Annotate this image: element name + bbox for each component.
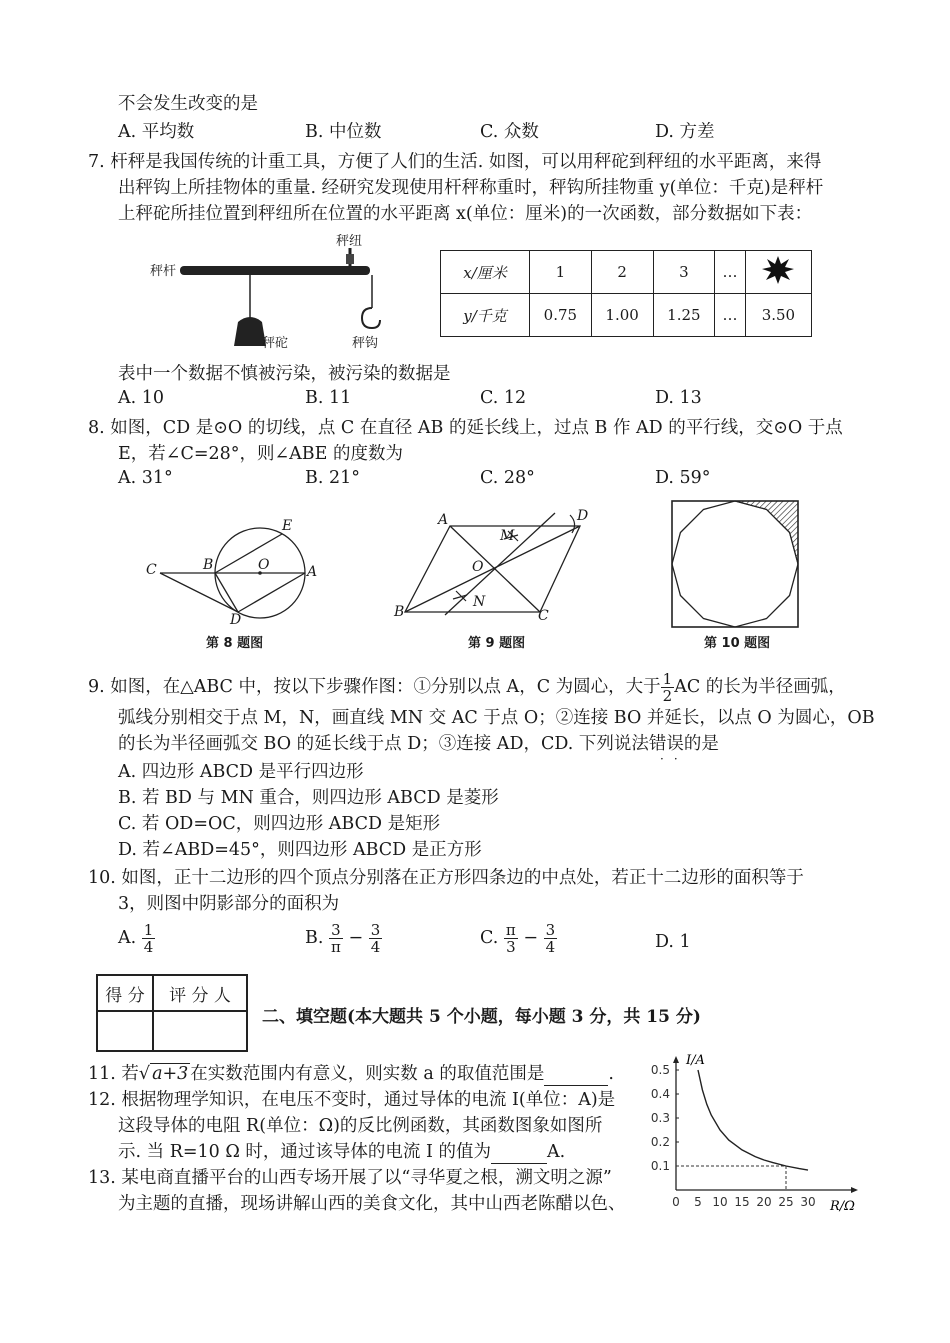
emphasis-dots: ·· <box>660 752 688 766</box>
q11-answer-blank[interactable] <box>544 1067 608 1086</box>
q11-radicand: a+3 <box>152 1064 189 1084</box>
label-weight: 秤砣 <box>262 336 289 351</box>
table-row <box>441 251 812 294</box>
diagonal-bd <box>405 526 580 612</box>
q10-stem-line2: 3，则图中阴影部分的面积为 <box>118 894 340 914</box>
fraction-den: 4 <box>370 938 381 956</box>
grader-cell[interactable] <box>153 1011 247 1051</box>
option-label: C. <box>480 928 499 948</box>
q8-stem-line2: E，若∠C=28°，则∠ABE 的度数为 <box>118 444 404 464</box>
x-tick-label: 25 <box>778 1195 794 1209</box>
table-cell: x/厘米 <box>441 251 530 294</box>
q6-stem-tail: 不会发生改变的是 <box>118 94 258 114</box>
smudge-icon <box>760 255 796 285</box>
q9-stem-line3: 的长为半径画弧交 BO 的延长线于点 D；③连接 AD，CD. 下列说法错误的是 <box>118 734 719 754</box>
q6-option-c[interactable]: C. 众数 <box>480 122 539 142</box>
q12-answer-blank[interactable] <box>491 1145 547 1164</box>
hook-icon <box>362 308 380 328</box>
fraction-den: 2 <box>662 687 673 705</box>
minus-sign: − <box>523 928 539 948</box>
q7-stem-line1: 7. 杆秤是我国传统的计重工具，方便了人们的生活. 如图，可以用秤砣到秤纽的水平距离，来得 <box>88 152 822 172</box>
fraction-num: 3 <box>370 921 381 939</box>
x-axis-arrow <box>851 1187 858 1193</box>
q11-stem: 11. 若√ a+3 在实数范围内有意义，则实数 a 的取值范围是 . <box>88 1064 614 1084</box>
score-header: 得 分 <box>97 975 153 1011</box>
chart-series-line <box>698 1070 808 1170</box>
shaded-region <box>735 501 798 564</box>
fig9-label-o: O <box>472 559 484 575</box>
y-tick-label: 0.5 <box>650 1063 670 1077</box>
q9-option-b[interactable]: B. 若 BD 与 MN 重合，则四边形 ABCD 是菱形 <box>118 788 499 808</box>
y-tick-label: 0.3 <box>650 1111 670 1125</box>
y-tick-label: 0.4 <box>650 1087 670 1101</box>
q7-stem-line2: 出秤钩上所挂物体的重量. 经研究发现使用杆秤称重时，秤钩所挂物重 y(单位：千克)是秤杆 <box>118 178 824 198</box>
q9-stem-line2: 弧线分别相交于点 M，N，画直线 MN 交 AC 于点 O；②连接 BO 并延长，以点 O 为圆心，OB <box>118 708 875 728</box>
table-cell: … <box>715 294 746 337</box>
segment-da <box>238 573 305 612</box>
table-cell: 0.75 <box>530 294 592 337</box>
x-tick-label: 10 <box>712 1195 728 1209</box>
fraction-num: 3 <box>329 922 343 939</box>
fraction-den: π <box>331 938 341 956</box>
q13-stem-line2: 为主题的直播，现场讲解山西的美食文化，其中山西老陈醋以色、 <box>118 1194 626 1214</box>
x-tick-label: 15 <box>734 1195 750 1209</box>
x-tick-label: 20 <box>756 1195 772 1209</box>
fig8-label-a: A <box>307 564 318 580</box>
fig8-label-d: D <box>230 612 242 628</box>
q9-option-d[interactable]: D. 若∠ABD=45°，则四边形 ABCD 是正方形 <box>118 840 482 860</box>
fig9-label-n: N <box>473 594 486 610</box>
table-cell: 1 <box>530 251 592 294</box>
fig9-label-d: D <box>577 508 589 524</box>
q10-stem-line1: 10. 如图，正十二边形的四个顶点分别落在正方形四条边的中点处，若正十二边形的面积等于 <box>88 868 804 888</box>
fig8-label-o: O <box>258 557 270 573</box>
q7-option-c[interactable]: C. 12 <box>480 388 527 408</box>
q6-option-b[interactable]: B. 中位数 <box>305 122 382 142</box>
fraction-half <box>661 671 675 704</box>
q8-option-c[interactable]: C. 28° <box>480 468 535 488</box>
score-cell[interactable] <box>97 1011 153 1051</box>
fraction-num: π <box>505 921 516 939</box>
fig8-label-c: C <box>146 562 157 578</box>
grader-header: 评 分 人 <box>153 975 247 1011</box>
arc-mark-n <box>453 591 467 601</box>
option-label: A. <box>118 928 137 948</box>
q12-stem-line3 <box>118 1140 565 1164</box>
q12-chart <box>648 1050 870 1220</box>
label-beam: 秤杆 <box>150 264 177 279</box>
q9-stem-line1 <box>88 670 846 704</box>
table-cell: y/千克 <box>441 294 530 337</box>
q8-option-d[interactable]: D. 59° <box>655 468 711 488</box>
score-box <box>96 974 248 1052</box>
fig8-label-b: B <box>203 557 214 573</box>
table-cell: 3 <box>653 251 715 294</box>
q8-option-b[interactable]: B. 21° <box>305 468 361 488</box>
q10-option-b[interactable] <box>305 922 382 955</box>
section2-title: 二、填空题(本大题共 5 个小题，每小题 3 分，共 15 分) <box>262 1007 701 1027</box>
q6-option-a[interactable]: A. 平均数 <box>118 122 195 142</box>
q9-option-a[interactable]: A. 四边形 ABCD 是平行四边形 <box>118 762 364 782</box>
q11-end: . <box>608 1064 614 1084</box>
table-cell: 1.25 <box>653 294 715 337</box>
q9-option-c[interactable]: C. 若 OD=OC，则四边形 ABCD 是矩形 <box>118 814 441 834</box>
q7-option-a[interactable]: A. 10 <box>118 388 165 408</box>
q9-stem-line1b: AC 的长为半径画弧， <box>674 677 846 697</box>
x-tick-label: 5 <box>694 1195 702 1209</box>
steelyard-beam <box>180 266 370 275</box>
steelyard-knob <box>346 254 354 264</box>
y-axis-arrow <box>673 1056 679 1063</box>
x-tick-label: 0 <box>672 1195 680 1209</box>
q10-option-d[interactable]: D. 1 <box>655 932 691 952</box>
y-tick-label: 0.2 <box>650 1135 670 1149</box>
q6-option-d[interactable]: D. 方差 <box>655 122 715 142</box>
label-knob: 秤纽 <box>336 234 363 249</box>
q9-stem-line1a: 9. 如图，在△ABC 中，按以下步骤作图：①分别以点 A，C 为圆心，大于 <box>88 677 661 697</box>
q12-stem-line1: 12. 根据物理学知识，在电压不变时，通过导体的电流 I(单位：A)是 <box>88 1090 616 1110</box>
fig9-label-b: B <box>394 604 405 620</box>
label-hook: 秤钩 <box>352 336 379 351</box>
q12-stem-line2: 这段导体的电阻 R(单位：Ω)的反比例函数，其函数图象如图所 <box>118 1116 603 1136</box>
fig8-label-e: E <box>282 518 293 534</box>
table-cell: 3.50 <box>745 294 811 337</box>
q7-data-table <box>440 250 812 337</box>
fig9-label-a: A <box>438 512 449 528</box>
fraction-den: 4 <box>143 938 154 956</box>
fraction-num: 1 <box>143 921 154 939</box>
q7-option-d[interactable]: D. 13 <box>655 388 702 408</box>
table-cell: … <box>715 251 746 294</box>
q12-line3b: A. <box>546 1142 566 1162</box>
q12-line3a: 示. 当 R=10 Ω 时，通过该导体的电流 I 的值为 <box>118 1142 491 1162</box>
q7-option-b[interactable]: B. 11 <box>305 388 352 408</box>
y-axis-label: I/A <box>686 1053 705 1068</box>
fraction-den: 3 <box>506 938 516 956</box>
q7-stem-line3: 上秤砣所挂位置到秤纽所在位置的水平距离 x(单位：厘米)的一次函数，部分数据如下表： <box>118 204 813 224</box>
q11-pre: 11. 若 <box>88 1064 139 1084</box>
q7-after-text: 表中一个数据不慎被污染，被污染的数据是 <box>118 364 451 384</box>
fraction-num: 1 <box>662 670 673 688</box>
q10-option-c[interactable] <box>480 922 557 955</box>
segment-be <box>215 534 282 573</box>
fig8-caption: 第 8 题图 <box>206 636 264 651</box>
q13-stem-line1: 13. 某电商直播平台的山西专场开展了以“寻华夏之根，溯文明之源” <box>88 1168 612 1188</box>
q11-post: 在实数范围内有意义，则实数 a 的取值范围是 <box>190 1064 545 1084</box>
q8-stem-line1: 8. 如图，CD 是⊙O 的切线，点 C 在直径 AB 的延长线上，过点 B 作 AD 的平行线，交⊙O 于点 <box>88 418 843 438</box>
fig9-label-c: C <box>538 608 549 624</box>
figure-10 <box>668 497 803 632</box>
figure-9 <box>390 505 600 630</box>
fig9-caption: 第 9 题图 <box>468 636 526 651</box>
x-tick-label: 30 <box>800 1195 816 1209</box>
minus-sign: − <box>348 928 364 948</box>
table-cell: 1.00 <box>591 294 653 337</box>
y-tick-label: 0.1 <box>650 1159 670 1173</box>
q8-option-a[interactable]: A. 31° <box>118 468 173 488</box>
smudge-cell <box>745 251 811 294</box>
option-label: B. <box>305 928 324 948</box>
table-cell: 2 <box>591 251 653 294</box>
q10-option-a[interactable] <box>118 922 155 955</box>
fraction-num: 3 <box>545 921 556 939</box>
fraction-den: 4 <box>545 938 556 956</box>
table-row <box>441 294 812 337</box>
x-axis-label: R/Ω <box>830 1199 855 1214</box>
fig9-label-m: M <box>500 528 515 544</box>
fig10-caption: 第 10 题图 <box>704 636 771 651</box>
